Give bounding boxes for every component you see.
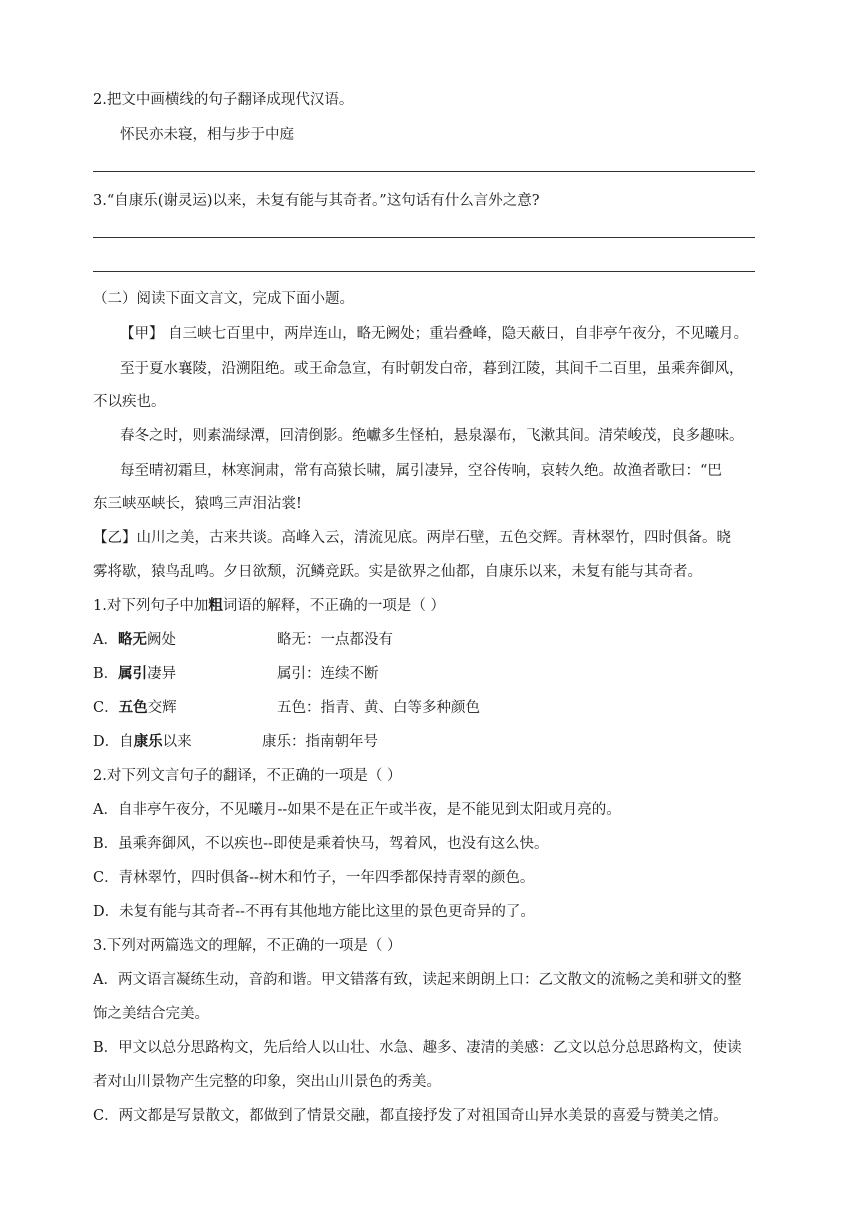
option-a-cont: 饰之美结合完美。 — [93, 1006, 209, 1022]
passage-jia-p3: 春冬之时，则素湍绿潭，回清倒影。绝巘多生怪柏，悬泉瀑布，飞漱其间。清荣峻茂，良多趣味。 — [120, 428, 744, 444]
passage-jia-p4: 每至晴初霜旦，林寒涧肃，常有高猿长啸，属引凄异，空谷传响，哀转久绝。故渔者歌曰：“巴 — [120, 463, 722, 479]
underlined-sentence: 怀民亦未寝，相与步于中庭 — [120, 127, 294, 143]
mc-question-1: 1.对下列句子中加粗词语的解释，不正确的一项是（ ） — [93, 597, 445, 614]
passage-jia-p2-cont: 不以疾也。 — [93, 394, 166, 410]
bold-marker: 粗 — [208, 597, 223, 614]
option-b-cont: 者对山川景物产生完整的印象，突出山川景色的秀美。 — [93, 1074, 441, 1090]
option-b[interactable]: B．甲文以总分思路构文，先后给人以山壮、水急、趣多、凄清的美感：乙文以总分总思路构文，使读 — [93, 1040, 742, 1056]
mc-question-3: 3.下列对两篇选文的理解，不正确的一项是（ ） — [93, 938, 402, 954]
passage-yi-p1-cont: 雾将歇，猿鸟乱鸣。夕日欲颓，沉鳞竞跃。实是欲界之仙都，自康乐以来，未复有能与其奇者。 — [93, 564, 702, 580]
passage-jia-p2: 至于夏水襄陵，沿溯阻绝。或王命急宣，有时朝发白帝，暮到江陵，其间千二百里，虽乘奔御风， — [120, 361, 744, 377]
answer-line[interactable] — [93, 237, 755, 238]
option-c[interactable]: C．两文都是写景散文，都做到了情景交融，都直接抒发了对祖国奇山异水美景的喜爱与赞美之情。 — [93, 1108, 728, 1124]
passage-jia-p4-cont: 东三峡巫峡长，猿鸣三声泪沾裳! — [93, 496, 302, 512]
option-a[interactable]: A．自非亭午夜分，不见曦月--如果不是在正午或半夜，是不能见到太阳或月亮的。 — [93, 802, 621, 818]
mc-question-2: 2.对下列文言句子的翻译，不正确的一项是（ ） — [93, 768, 402, 784]
option-a[interactable]: A．两文语言凝练生动，音韵和谐。甲文错落有致，读起来朗朗上口：乙文散文的流畅之美和骈文的整 — [93, 972, 742, 988]
option-b[interactable]: B．虽乘奔御风，不以疾也--即使是乘着快马，驾着风，也没有这么快。 — [93, 836, 549, 852]
question-3-implication: 3.“自康乐(谢灵运)以来，未复有能与其奇者。”这句话有什么言外之意? — [93, 193, 540, 209]
section-heading: （二）阅读下面文言文，完成下面小题。 — [93, 291, 354, 307]
passage-jia-p1: 【甲】 自三峡七百里中，两岸连山，略无阙处；重岩叠峰，隐天蔽日，自非亭午夜分，不见曦月。 — [120, 326, 749, 342]
option-d[interactable]: D．自康乐以来 康乐：指南朝年号 — [93, 733, 378, 750]
option-d[interactable]: D．未复有能与其奇者--不再有其他地方能比这里的景色更奇异的了。 — [93, 904, 535, 920]
option-a[interactable]: A．略无阙处 略无：一点都没有 — [93, 631, 393, 648]
option-c[interactable]: C．五色交辉 五色：指青、黄、白等多种颜色 — [93, 699, 480, 716]
answer-line[interactable] — [93, 171, 755, 172]
question-2-translate: 2.把文中画横线的句子翻译成现代汉语。 — [93, 92, 354, 108]
passage-yi-p1: 【乙】山川之美，古来共谈。高峰入云，清流见底。两岸石壁，五色交辉。青林翠竹，四时俱备。晓 — [93, 530, 731, 546]
option-c[interactable]: C．青林翠竹，四时俱备--树木和竹子，一年四季都保持青翠的颜色。 — [93, 870, 535, 886]
answer-line[interactable] — [93, 271, 755, 272]
option-b[interactable]: B．属引凄异 属引：连续不断 — [93, 665, 379, 682]
